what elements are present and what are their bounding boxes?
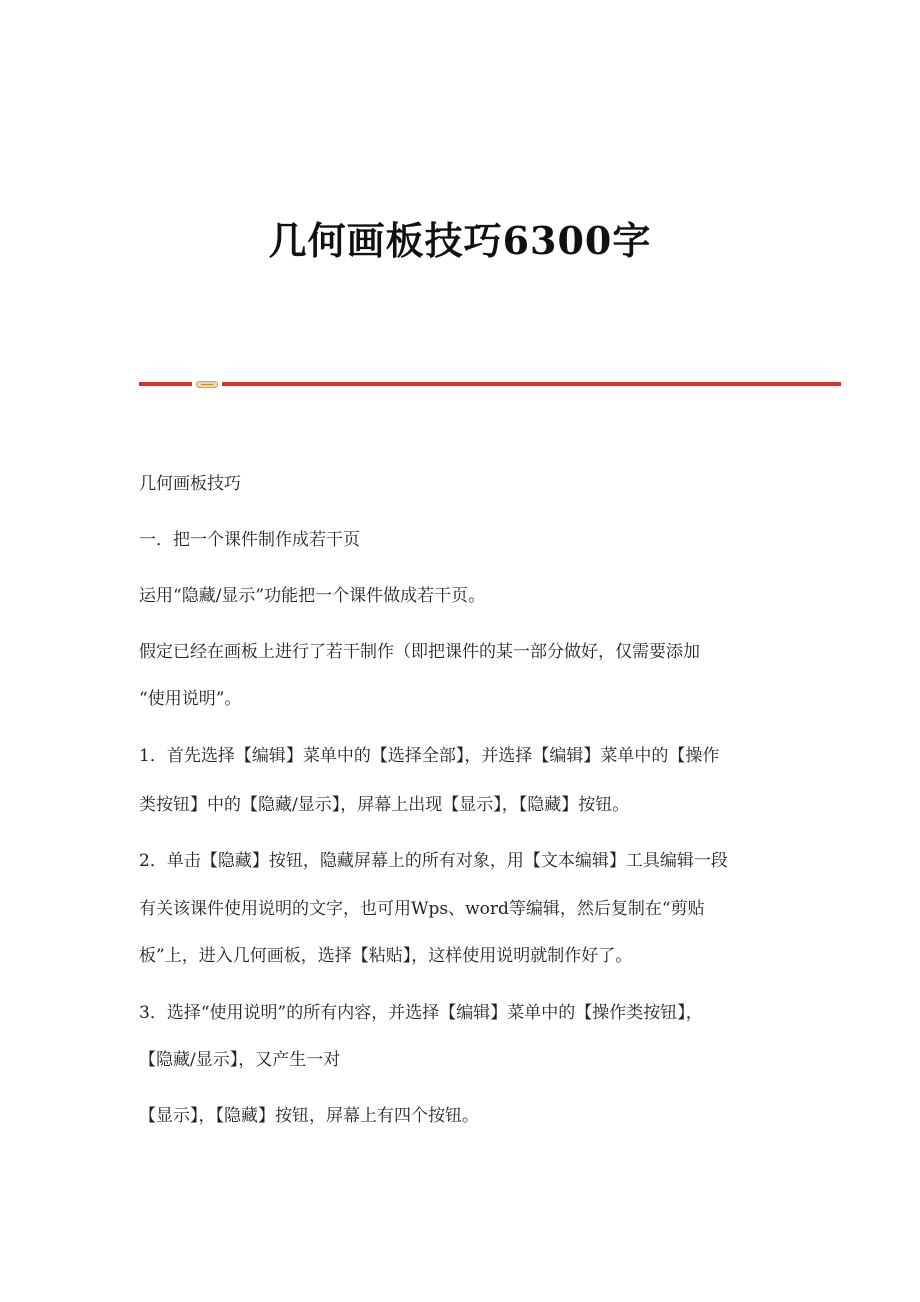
body-line: 【隐藏/显示】，又产生一对	[139, 1050, 341, 1070]
section-heading: 几何画板技巧	[139, 474, 241, 494]
divider-bar-left	[139, 382, 192, 386]
body-line: 类按钮】中的【隐藏/显示】，屏幕上出现【显示】，【隐藏】按钮。	[139, 795, 630, 815]
body-line: 有关该课件使用说明的文字，也可用Wps、word等编辑，然后复制在“剪贴	[139, 899, 705, 919]
divider-ornament-icon	[196, 381, 218, 388]
body-line: 板”上，进入几何画板，选择【粘贴】，这样使用说明就制作好了。	[139, 946, 633, 966]
body-line: “使用说明”。	[139, 689, 242, 709]
body-line: 2．单击【隐藏】按钮，隐藏屏幕上的所有对象，用【文本编辑】工具编辑一段	[139, 851, 728, 871]
body-line: 3．选择“使用说明”的所有内容，并选择【编辑】菜单中的【操作类按钮】，	[139, 1003, 703, 1023]
body-line: 假定已经在画板上进行了若干制作（即把课件的某一部分做好，仅需要添加	[139, 642, 700, 662]
document-title: 几何画板技巧6300字	[268, 218, 652, 263]
body-line: 1．首先选择【编辑】菜单中的【选择全部】，并选择【编辑】菜单中的【操作	[139, 746, 720, 766]
body-line: 运用“隐藏/显示”功能把一个课件做成若干页。	[139, 586, 486, 606]
title-divider	[139, 379, 841, 389]
step-heading: 一．把一个课件制作成若干页	[139, 530, 360, 550]
divider-bar-right	[222, 382, 841, 386]
body-line: 【显示】，【隐藏】按钮，屏幕上有四个按钮。	[139, 1106, 479, 1126]
